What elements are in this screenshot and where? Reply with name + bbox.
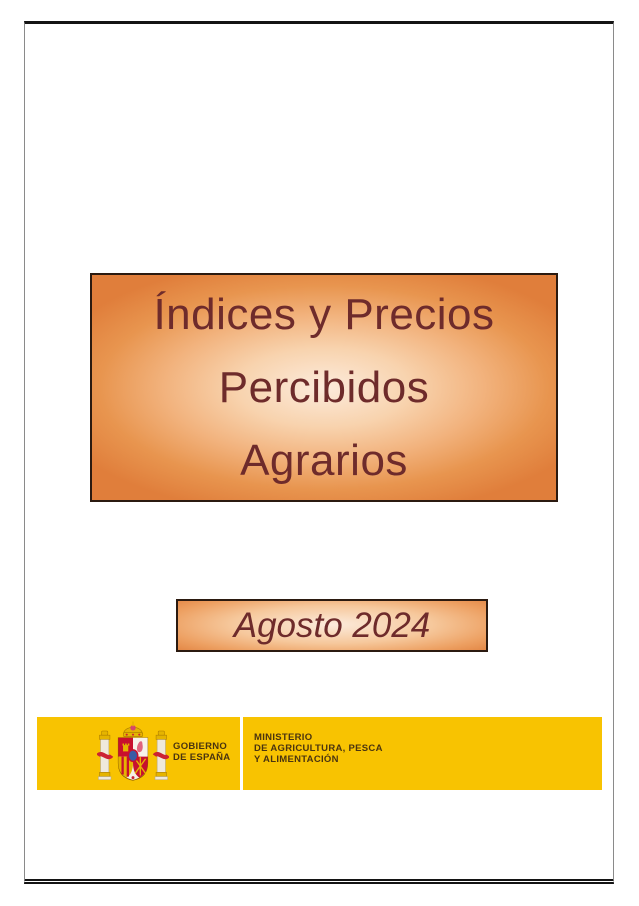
cover-title-box: [90, 273, 558, 502]
ministry-label-line-2: DE AGRICULTURA, PESCA: [254, 743, 383, 754]
ministry-label-line-3: Y ALIMENTACIÓN: [254, 754, 339, 765]
government-label-line-1: GOBIERNO: [173, 741, 228, 752]
spain-coat-of-arms-icon: [97, 721, 169, 786]
government-label-line-2: DE ESPAÑA: [173, 752, 231, 763]
cover-title-line-3: Agrarios: [240, 436, 408, 485]
ministry-label: [254, 732, 383, 765]
government-footer-banner: [37, 717, 602, 790]
government-label: [173, 741, 230, 763]
cover-date-box: [176, 599, 488, 652]
cover-title-line-1: Índices y Precios: [153, 290, 495, 339]
cover-title-line-2: Percibidos: [218, 363, 430, 412]
cover-date-label: Agosto 2024: [233, 605, 431, 645]
ministry-label-line-1: MINISTERIO: [254, 732, 313, 743]
banner-divider: [240, 717, 243, 790]
